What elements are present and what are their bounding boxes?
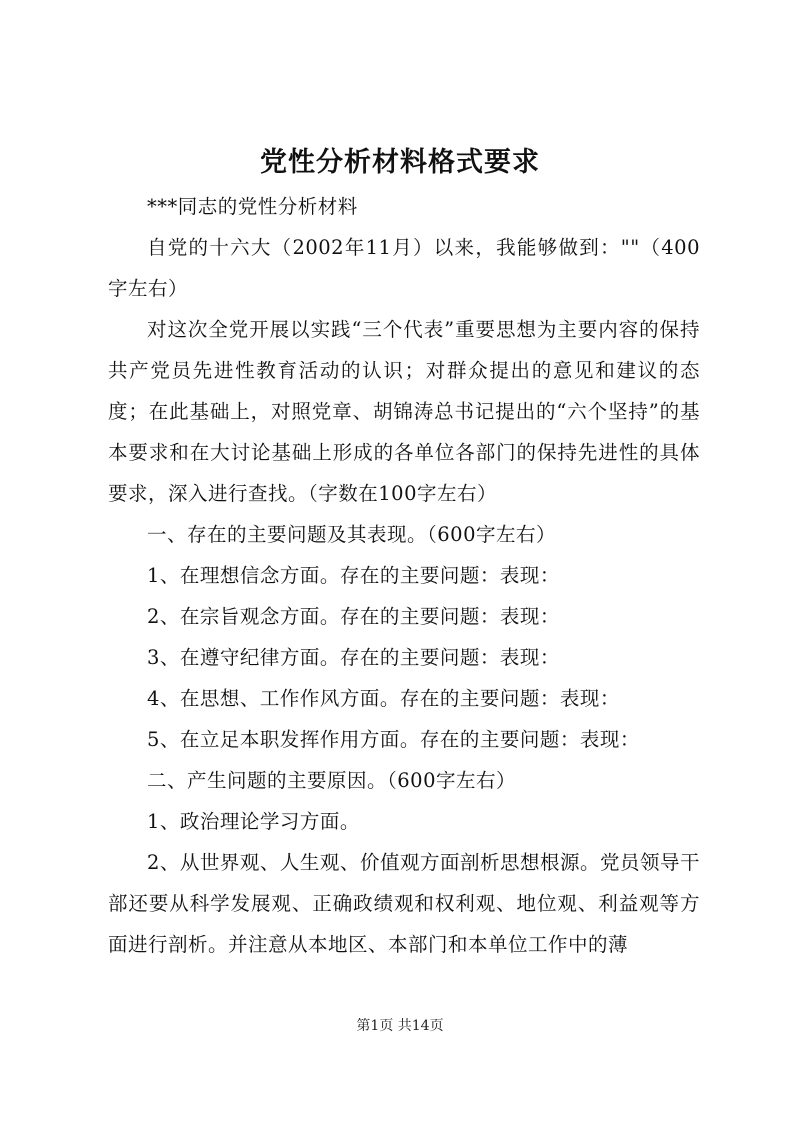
list-item: 3、在遵守纪律方面。存在的主要问题：表现： [147, 646, 560, 669]
list-item: 5、在立足本职发挥作用方面。存在的主要问题：表现： [147, 728, 640, 751]
paragraph-heading: ***同志的党性分析材料 [147, 195, 358, 218]
list-item: 2、在宗旨观念方面。存在的主要问题：表现： [147, 605, 560, 628]
document-body [108, 186, 700, 965]
section-heading: 一、存在的主要问题及其表现。（600字左右） [147, 523, 556, 546]
page-footer: 第1页 共14页 [356, 1018, 444, 1034]
paragraph: 2、从世界观、人生观、价值观方面剖析思想根源。党员领导干部还要从科学发展观、正确政绩观和权利观、地位观、利益观等方面进行剖析。并注意从本地区、本部门和本单位工作中的薄 [108, 851, 700, 956]
list-item: 4、在思想、工作作风方面。存在的主要问题：表现： [147, 687, 620, 710]
list-item: 1、在理想信念方面。存在的主要问题：表现： [147, 564, 560, 587]
document-title: 党性分析材料格式要求 [260, 147, 540, 178]
paragraph: 自党的十六大（2002年11月）以来，我能够做到：""（400字左右） [108, 236, 700, 300]
list-item: 1、政治理论学习方面。 [147, 810, 360, 833]
paragraph: 对这次全党开展以实践“三个代表”重要思想为主要内容的保持共产党员先进性教育活动的认识；对群众提出的意见和建议的态度；在此基础上，对照党章、胡锦涛总书记提出的“六个坚持”的基本要求和在大讨论基础上形成的各单位各部门的保持先进性的具体要求，深入进行查找。（字数在100字左右） [108, 318, 700, 505]
section-heading: 二、产生问题的主要原因。（600字左右） [147, 769, 516, 792]
